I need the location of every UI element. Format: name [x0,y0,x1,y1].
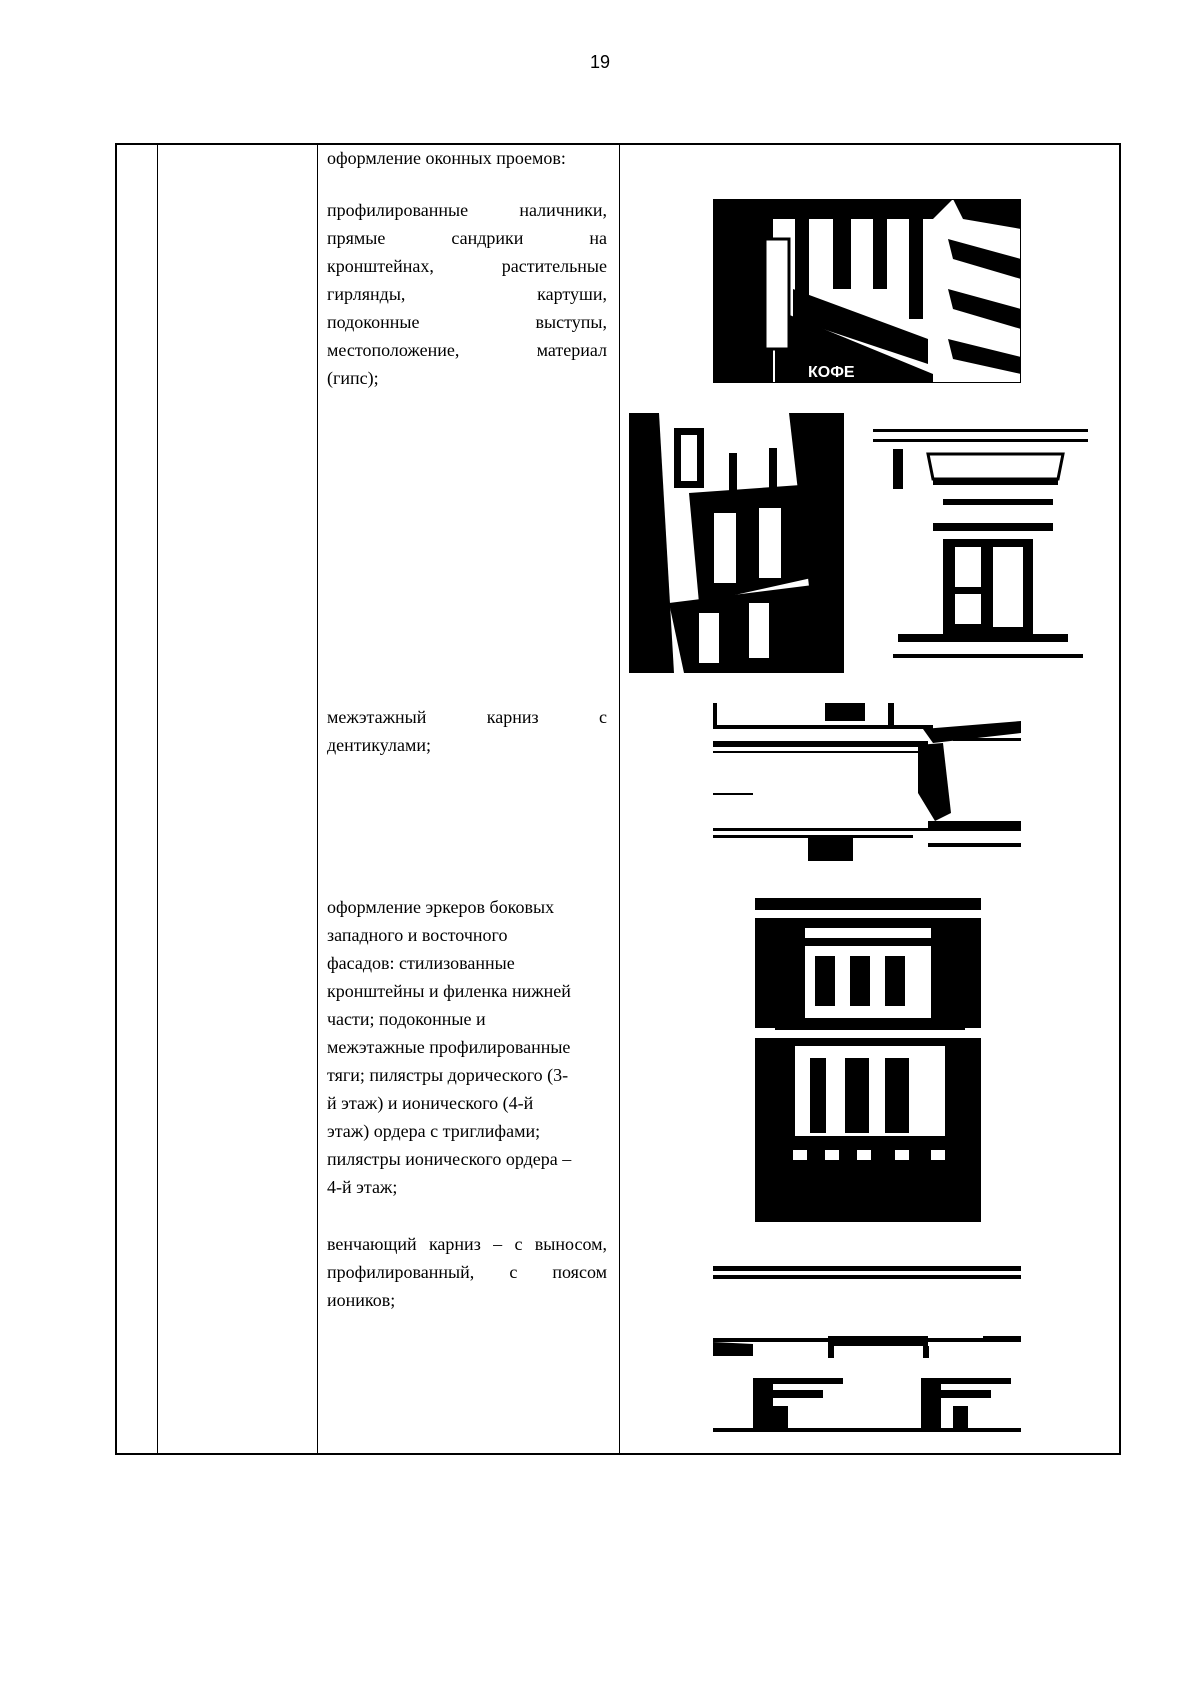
text-line: гирлянды, картуши, [327,284,607,304]
window-frontal-photo [873,429,1088,670]
text-line: местоположение, материал [327,340,607,360]
text-line: части; подоконные и [327,1009,486,1029]
text-line: тяги; пилястры дорического (3- [327,1065,569,1085]
text-line: западного и восточного [327,925,508,945]
text-line: межэтажные профилированные [327,1037,571,1057]
crowning-cornice-description [327,1230,607,1314]
text-line: пилястры ионического ордера – [327,1149,572,1169]
interfloor-cornice-description [327,703,607,759]
text-line: межэтажный карниз с [327,707,607,727]
window-openings-description [327,196,607,392]
bay-window-description [327,893,607,1201]
text-line: фасадов: стилизованные [327,953,515,973]
text-line: (гипс); [327,368,379,388]
text-line: этаж) ордера с триглифами; [327,1121,541,1141]
text-line: оформление эркеров боковых [327,897,555,917]
photo-sign-text: КОФЕ [808,364,855,381]
text-line: й этаж) и ионического (4-й [327,1093,534,1113]
crowning-cornice-photo [713,1266,1021,1436]
text-line: дентикулами; [327,735,431,755]
column-divider [317,145,318,1453]
text-line: иоников; [327,1290,396,1310]
window-openings-heading: оформление оконных проемов: [327,148,566,168]
window-sandrik-photo [713,199,1021,383]
text-line: прямые сандрики на [327,228,607,248]
column-divider [157,145,158,1453]
text-line: кронштейнах, растительные [327,256,607,276]
page-number: 19 [589,52,611,72]
text-line: профилированный, с поясом [327,1262,607,1282]
text-line: подоконные выступы, [327,312,607,332]
interfloor-cornice-photo [713,703,1021,861]
text-line: профилированные наличники, [327,200,607,220]
column-divider [619,145,620,1453]
text-line: 4-й этаж; [327,1177,398,1197]
facade-angled-photo [629,413,844,673]
bay-window-photo [755,898,981,1222]
text-line: кронштейны и филенка нижней [327,981,571,1001]
text-line: венчающий карниз – с выносом, [327,1234,607,1254]
